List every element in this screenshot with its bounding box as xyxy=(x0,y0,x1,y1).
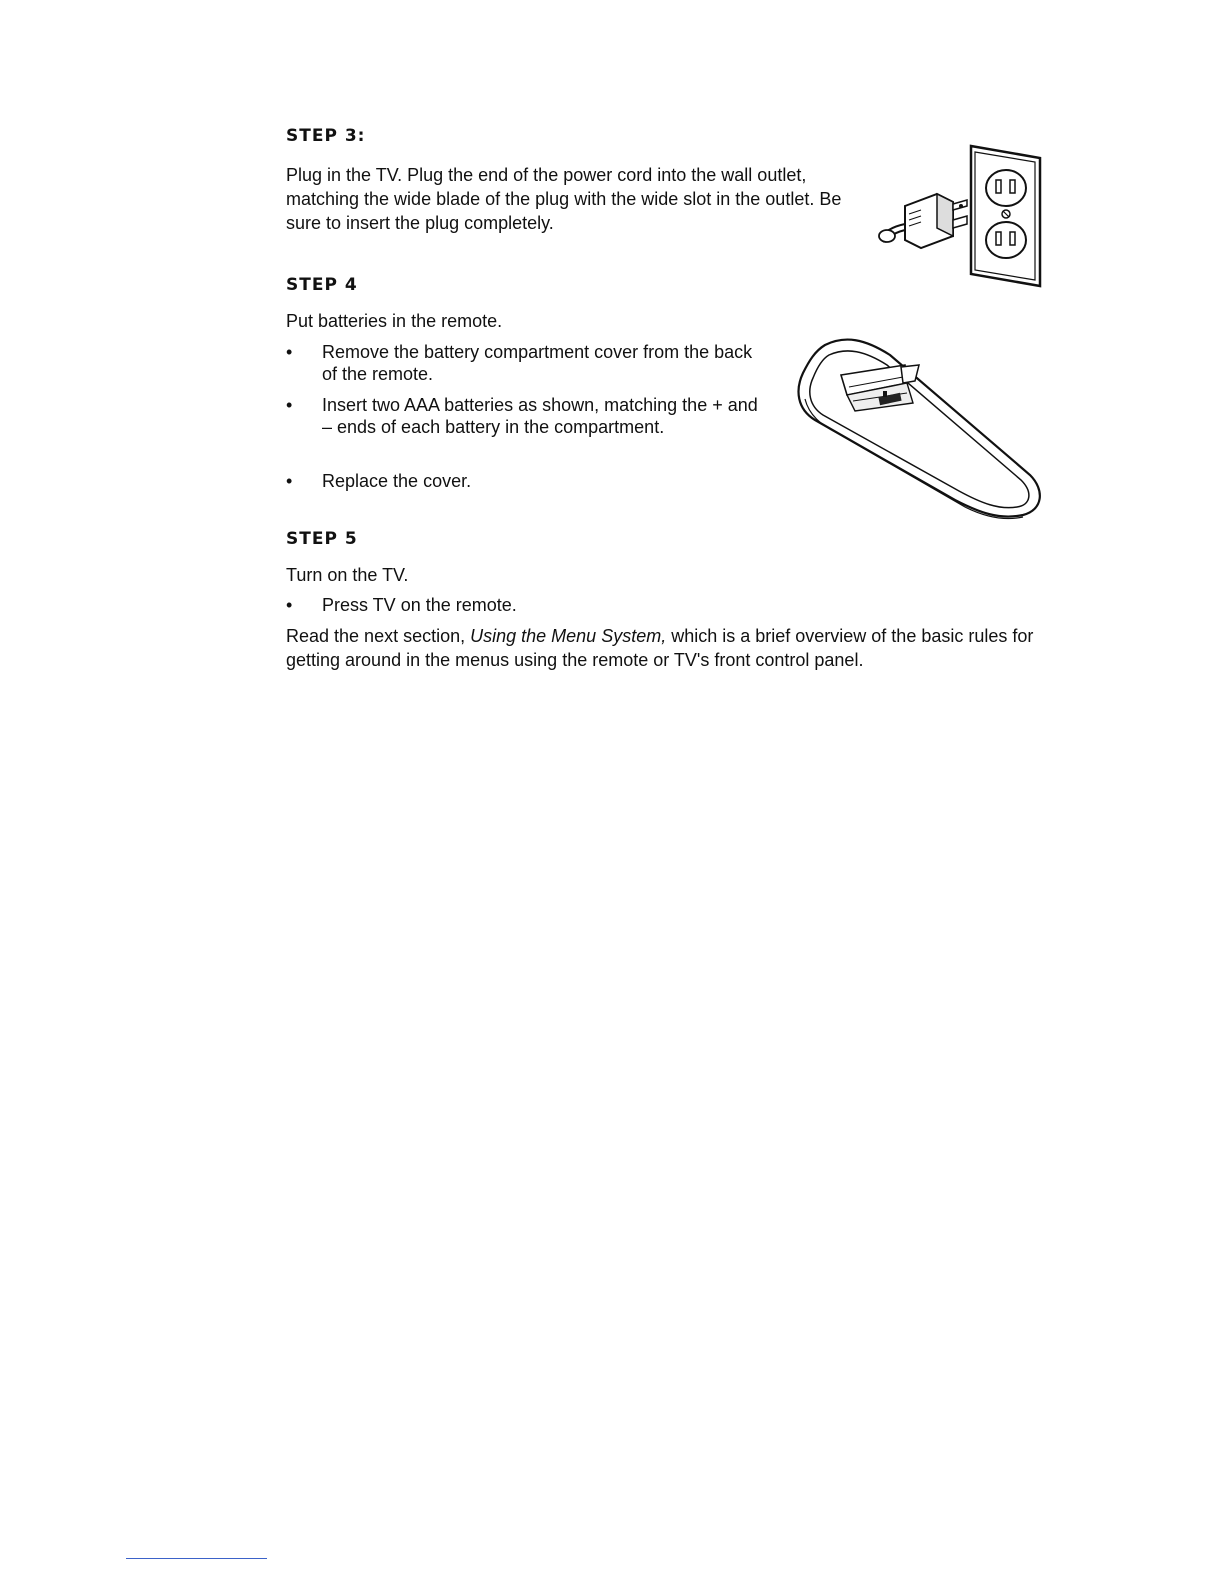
list-item xyxy=(286,470,776,492)
step-5-heading: STEP 5 xyxy=(286,529,358,549)
step-5-closing xyxy=(286,624,1056,672)
step-4-heading: STEP 4 xyxy=(286,275,358,295)
bullet-mark: • xyxy=(286,595,293,615)
step-4-intro: Put batteries in the remote. xyxy=(286,311,503,331)
bullet-mark: • xyxy=(286,471,293,491)
step-3-text: Plug in the TV. Plug the end of the power cord into the wall outlet, matching the wide blade of the plug with the wide slot in the outlet. Be sure to insert the plug completely. xyxy=(286,165,842,233)
list-item xyxy=(286,394,776,460)
bullet-text: Remove the battery compartment cover from the back of the remote. xyxy=(322,342,753,384)
remote-illustration xyxy=(795,335,1050,520)
bullet-text: Replace the cover. xyxy=(322,471,472,491)
bullet-mark: • xyxy=(286,395,293,415)
bullet-mark: • xyxy=(286,342,293,362)
step-3-heading: STEP 3: xyxy=(286,126,366,146)
bullet-text: Insert two AAA batteries as shown, matching the + and – ends of each battery in the compartment. xyxy=(322,395,758,437)
footer-rule xyxy=(126,1558,267,1559)
closing-text-start: Read the next section, xyxy=(286,626,471,646)
bullet-text: Press TV on the remote. xyxy=(322,595,517,615)
plug-outlet-illustration xyxy=(875,144,1045,290)
menu-system-reference: Using the Menu System, xyxy=(470,626,667,646)
step-5-intro: Turn on the TV. xyxy=(286,565,409,585)
closing-text-end: which is a brief overview of the basic rules for getting around in the menus using the remote or TV's front control panel. xyxy=(286,626,1034,670)
list-item xyxy=(286,341,776,385)
list-item xyxy=(286,594,776,616)
